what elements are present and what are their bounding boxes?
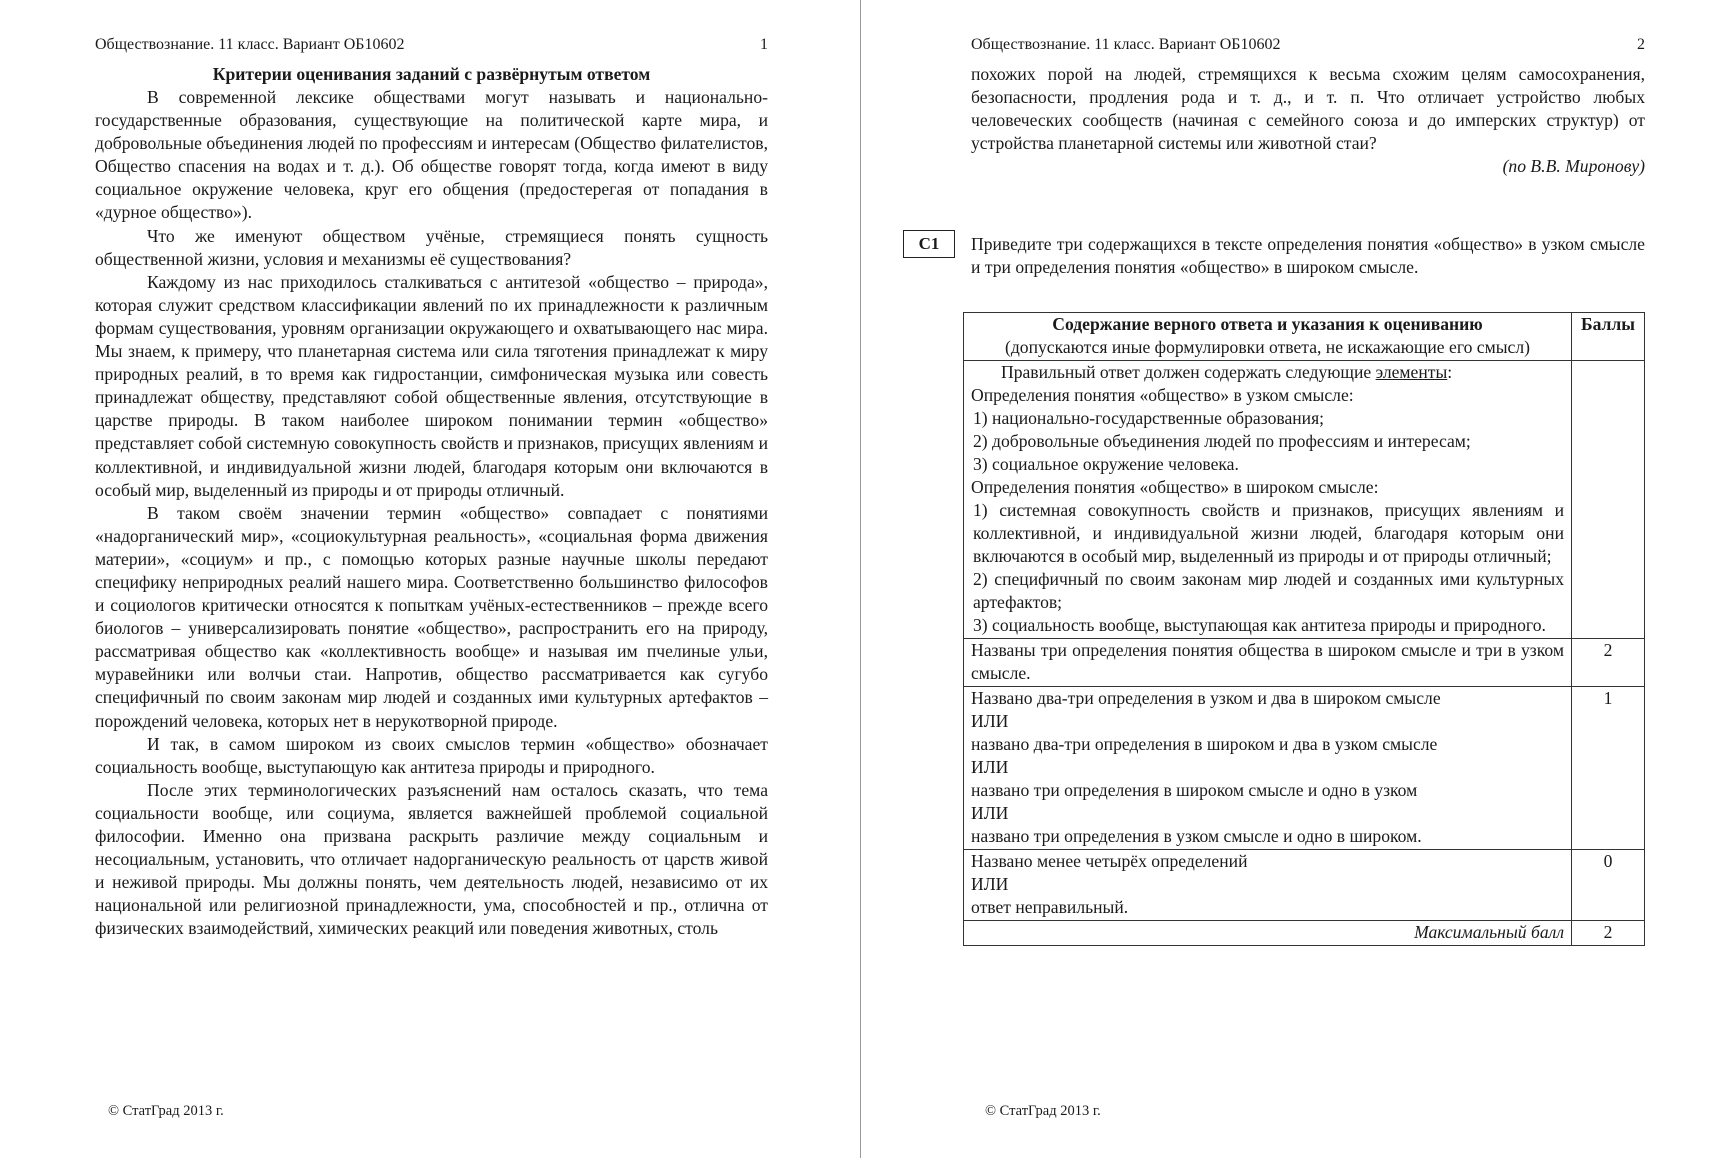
task-text: Приведите три содержащихся в тексте определения понятия «общество» в узком смысле и три определения понятия «общество» в широком смысле.: [971, 234, 1645, 277]
header-main: Содержание верного ответа и указания к оцениванию: [1052, 314, 1483, 334]
score-row: [964, 850, 1645, 921]
wide-item: 2) специфичный по своим законам мир людей и созданных ими культурных артефактов;: [973, 569, 1564, 612]
wide-heading: Определения понятия «общество» в широком смысле:: [971, 477, 1379, 497]
paragraph: После этих терминологических разъяснений нам осталось сказать, что тема социальности вообще, или социума, является важнейшей проблемой социальной философии. Именно она призвана раскрыть различие между социальным и несоциальным, установить, что отличает надорганическую реальность от царств живой и неживой природы. Мы должны понять, чем деятельность людей, независимо от их национальной или религиозной принадлежности, ума, способностей и пр., отлична от физических взаимодействий, химических реакций или поведения животных, столь: [95, 779, 768, 939]
paragraph: И так, в самом широком из своих смыслов термин «общество» обозначает социальность вообще, выступающую как антитеза природы и природного.: [95, 733, 768, 777]
page-number: 2: [1637, 36, 1645, 53]
table-header-row: [964, 313, 1645, 361]
wide-item: 3) социальность вообще, выступающая как антитеза природы и природного.: [973, 615, 1546, 635]
source-citation: (по В.В. Миронову): [1502, 156, 1645, 177]
answer-elements-row: [964, 361, 1645, 639]
paragraph: Что же именуют обществом учёные, стремящиеся понять сущность общественной жизни, условия и механизмы её существования?: [95, 225, 768, 269]
header-content-cell: [964, 313, 1572, 361]
score-row: [964, 639, 1645, 687]
score-criteria: Названо два-три определения в узком и два в широком смысле ИЛИ названо два-три определения в широком и два в узком смысле ИЛИ названо три определения в широком смысле и одно в узком ИЛИ названо три определения в узком смысле и одно в широком.: [964, 687, 1572, 850]
paragraph: Каждому из нас приходилось сталкиваться с антитезой «общество – природа», которая служит средством классификации явлений по их принадлежности к различным формам существования, уровням организации окружающего и охватывающего нас мира. Мы знаем, к примеру, что планетарная система или сила тяготения принадлежат к миру природных реалий, в то время как гидростанции, симфоническая музыка или совесть принадлежат обществу, представляют собой общественные явления, отсутствующие в царстве природы. В таком наиболее широком понимании термин «общество» представляет собой системную совокупность свойств и признаков, присущих явлениям и коллективной, и индивидуальной жизни людей, благодаря которым они включаются в особый мир, выделенный из природы и от природы отличный.: [95, 271, 768, 500]
narrow-item: 3) социальное окружение человека.: [973, 454, 1239, 474]
elements-underlined: элементы: [1375, 362, 1448, 382]
page-header: [95, 36, 768, 54]
paragraph: В современной лексике обществами могут называть и национально-государственные образования, существующие на политической карте мира, и добровольные объединения людей по профессиям и интересам (Общество филателистов, Общество спасения на водах и т. д.). Об обществе говорят тогда, когда имеют в виду социальное окружение человека, круг его общения (предостерегая от попадания в «дурное общество»).: [95, 87, 768, 223]
score-criteria: Названы три определения понятия общества в широком смысле и три в узком смысле.: [964, 639, 1572, 687]
max-score-row: [964, 921, 1645, 946]
right-text-column: [971, 63, 1645, 178]
header-title: Обществознание. 11 класс. Вариант ОБ10602: [971, 36, 1281, 53]
left-text-column: [95, 63, 768, 940]
grading-table: [963, 312, 1645, 946]
page-footer: © СтатГрад 2013 г.: [985, 1103, 1101, 1119]
max-score-label: Максимальный балл: [964, 921, 1572, 946]
header-points: Баллы: [1572, 313, 1645, 361]
empty-points-cell: [1572, 361, 1645, 639]
page-number: 1: [760, 36, 768, 53]
narrow-item: 2) добровольные объединения людей по профессиям и интересам;: [973, 431, 1471, 451]
page-right: [861, 0, 1716, 1158]
score-points: 2: [1572, 639, 1645, 687]
wide-item: 1) системная совокупность свойств и признаков, присущих явлениям и коллективной, и индивидуальной жизни людей, благодаря которым они включаются в особый мир, выделенный из природы и от природы отличный;: [973, 500, 1564, 566]
score-points: 0: [1572, 850, 1645, 921]
narrow-heading: Определения понятия «общество» в узком смысле:: [971, 385, 1354, 405]
max-score-value: 2: [1572, 921, 1645, 946]
continuation-text: похожих порой на людей, стремящихся к весьма схожим целям самосохранения, безопасности, продления рода и т. д., и т. п. Что отличает устройство любых человеческих сообществ (начиная с семейного союза и до имперских структур) от устройства планетарной системы или животной стаи?: [971, 64, 1645, 154]
page-header: [971, 36, 1645, 54]
criteria-title: Критерии оценивания заданий с развёрнутым ответом: [212, 64, 651, 84]
header-sub: (допускаются иные формулировки ответа, не искажающие его смысл): [1004, 337, 1531, 357]
answer-intro: Правильный ответ должен содержать следующие элементы:: [1001, 362, 1453, 382]
score-points: 1: [1572, 687, 1645, 850]
paragraph: В таком своём значении термин «общество» совпадает с понятиями «надорганический мир», «социокультурная реальность», «социальная форма движения материи», «социум» и пр., с помощью которых разные научные школы передают специфику неприродных реалий нашего мира. Соответственно большинство философов и социологов критически относятся к попыткам учёных-естественников – прежде всего биологов – универсализировать понятие «общество», распространить его на природу, рассматривая общество как «коллективность вообще» и называя им пчелиные ульи, муравейники или волчьи стаи. Напротив, общество рассматривается как сугубо специфичный по своим законам мир людей и созданных ими культурных артефактов – порождений человека, которых нет в нерукотворной природе.: [95, 502, 768, 731]
narrow-item: 1) национально-государственные образования;: [973, 408, 1325, 428]
score-row: [964, 687, 1645, 850]
score-criteria: Названо менее четырёх определений ИЛИ ответ неправильный.: [964, 850, 1572, 921]
task-number-box: C1: [903, 230, 955, 258]
header-title: Обществознание. 11 класс. Вариант ОБ10602: [95, 36, 405, 53]
answer-elements-cell: [964, 361, 1572, 639]
page-footer: © СтатГрад 2013 г.: [108, 1103, 224, 1119]
